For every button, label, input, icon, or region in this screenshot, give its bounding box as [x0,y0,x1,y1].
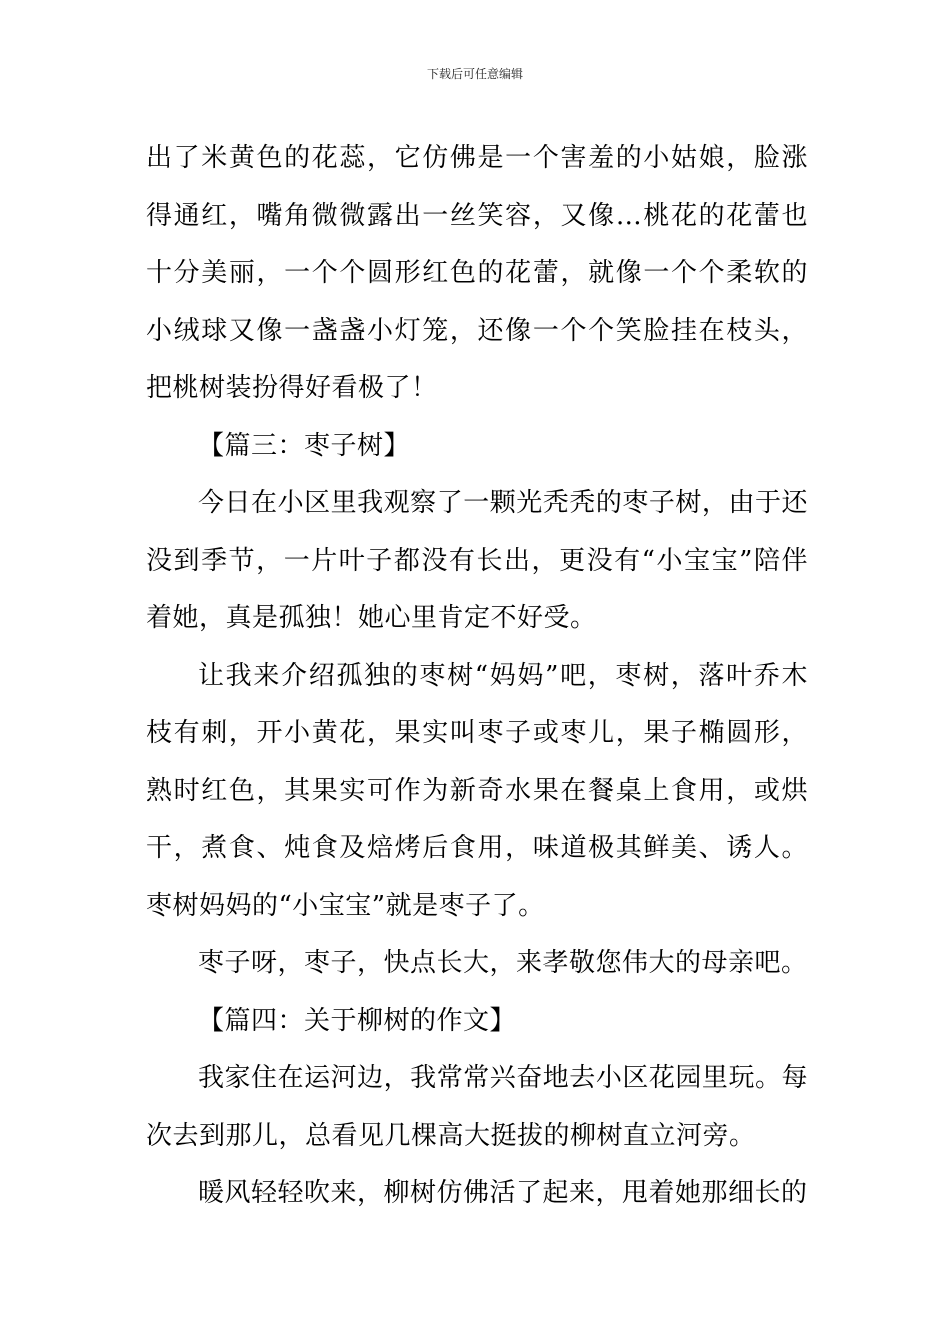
section-heading-chapter-four: 【篇四：关于柳树的作文】 [198,1005,517,1036]
section-heading-chapter-three: 【篇三：枣子树】 [198,430,411,461]
paragraph-willow-intro: 我家住在运河边，我常常兴奋地去小区花园里玩。每次去到那儿，总看见几棵高大挺拔的柳树直立河旁。 [146,1063,808,1151]
paragraph-jujube-intro: 今日在小区里我观察了一颗光秃秃的枣子树，由于还没到季节，一片叶子都没有长出，更没有“小宝宝”陪伴着她，真是孤独！她心里肯定不好受。 [146,488,808,633]
paragraph-jujube-ending: 枣子呀，枣子，快点长大，来孝敬您伟大的母亲吧。 [198,948,808,978]
paragraph-peach-blossom: 出了米黄色的花蕊，它仿佛是一个害羞的小姑娘，脸涨得通红，嘴角微微露出一丝笑容，又像…桃花的花蕾也十分美丽，一个个圆形红色的花蕾，就像一个个柔软的小绒球又像一盏盏小灯笼，还像一个个笑脸挂在枝头，把桃树装扮得好看极了！ [146,143,808,403]
paragraph-willow-breeze: 暖风轻轻吹来，柳树仿佛活了起来，甩着她那细长的 [198,1178,808,1208]
page-header: 下载后可任意编辑 [426,67,523,81]
paragraph-jujube-description: 让我来介绍孤独的枣树“妈妈”吧，枣树，落叶乔木枝有刺，开小黄花，果实叫枣子或枣儿，果子椭圆形，熟时红色，其果实可作为新奇水果在餐桌上食用，或烘干，煮食、炖食及焙烤后食用，味道极其鲜美、诱人。枣树妈妈的“小宝宝”就是枣子了。 [146,660,808,921]
document-body [146,130,808,1223]
